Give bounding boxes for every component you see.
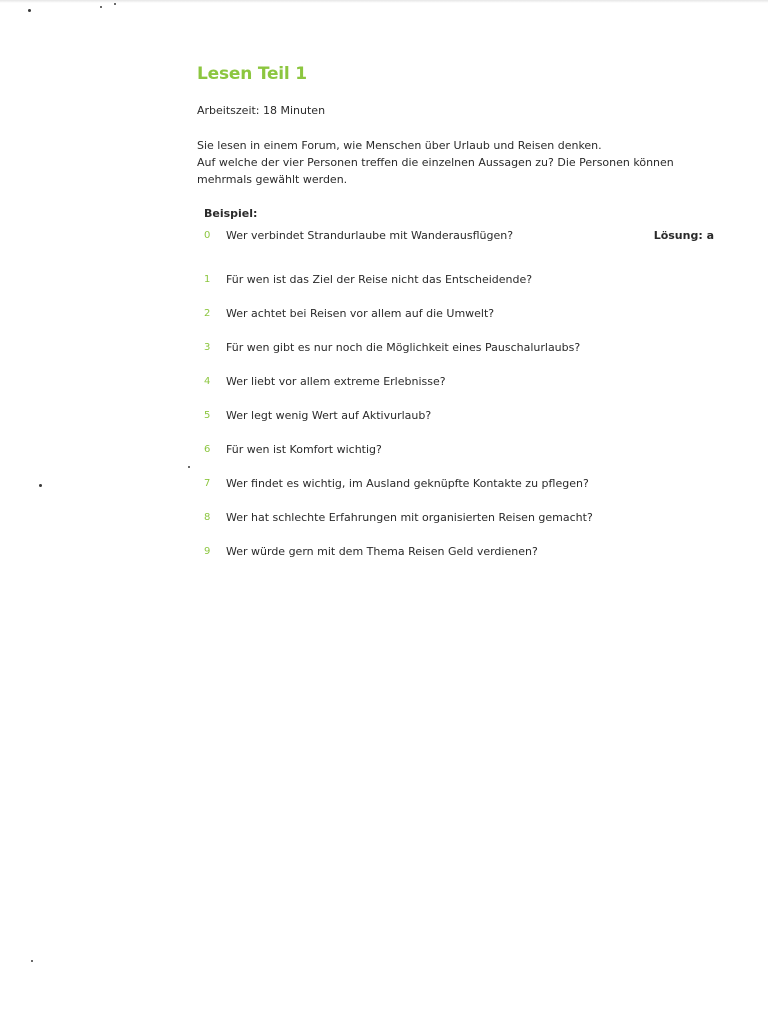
question-item	[197, 272, 717, 306]
question-text: Für wen gibt es nur noch die Möglichkeit eines Pauschalurlaubs?	[226, 341, 581, 354]
page-title: Lesen Teil 1	[197, 64, 307, 84]
example-solution: Lösung: a	[653, 229, 714, 242]
work-time: Arbeitszeit: 18 Minuten	[197, 104, 326, 117]
example-number: 0	[204, 230, 211, 241]
question-text: Wer hat schlechte Erfahrungen mit organisierten Reisen gemacht?	[226, 511, 593, 524]
question-item	[197, 476, 717, 510]
question-text: Für wen ist das Ziel der Reise nicht das Entscheidende?	[226, 273, 533, 286]
question-number: 6	[204, 444, 211, 455]
question-number: 8	[204, 512, 211, 523]
scan-speck	[114, 3, 116, 5]
instructions	[197, 137, 717, 188]
question-number: 5	[204, 410, 211, 421]
question-text: Für wen ist Komfort wichtig?	[226, 443, 382, 456]
example-text: Wer verbindet Strandurlaube mit Wanderausflügen?	[226, 229, 514, 242]
question-item	[197, 408, 717, 442]
question-text: Wer legt wenig Wert auf Aktivurlaub?	[226, 409, 432, 422]
example-label: Beispiel:	[204, 207, 258, 220]
question-number: 9	[204, 546, 211, 557]
question-item	[197, 510, 717, 544]
question-number: 2	[204, 308, 211, 319]
question-number: 1	[204, 274, 211, 285]
instruction-line: Auf welche der vier Personen treffen die einzelnen Aussagen zu? Die Personen können mehrmals gewählt werden.	[197, 156, 674, 186]
question-text: Wer achtet bei Reisen vor allem auf die Umwelt?	[226, 307, 495, 320]
question-item	[197, 306, 717, 340]
question-number: 3	[204, 342, 211, 353]
scan-speck	[31, 960, 33, 962]
question-number: 7	[204, 478, 211, 489]
question-text: Wer liebt vor allem extreme Erlebnisse?	[226, 375, 446, 388]
scan-speck	[39, 484, 42, 487]
scan-speck	[28, 9, 31, 12]
question-item	[197, 374, 717, 408]
scan-speck	[100, 6, 102, 8]
question-text: Wer würde gern mit dem Thema Reisen Geld verdienen?	[226, 545, 538, 558]
question-number: 4	[204, 376, 211, 387]
question-item	[197, 442, 717, 476]
instruction-line: Sie lesen in einem Forum, wie Menschen über Urlaub und Reisen denken.	[197, 139, 602, 152]
question-item	[197, 544, 717, 578]
scan-speck	[188, 466, 190, 468]
question-text: Wer findet es wichtig, im Ausland geknüpfte Kontakte zu pflegen?	[226, 477, 589, 490]
exam-page	[197, 60, 717, 578]
question-item	[197, 340, 717, 374]
example-item	[197, 228, 717, 272]
